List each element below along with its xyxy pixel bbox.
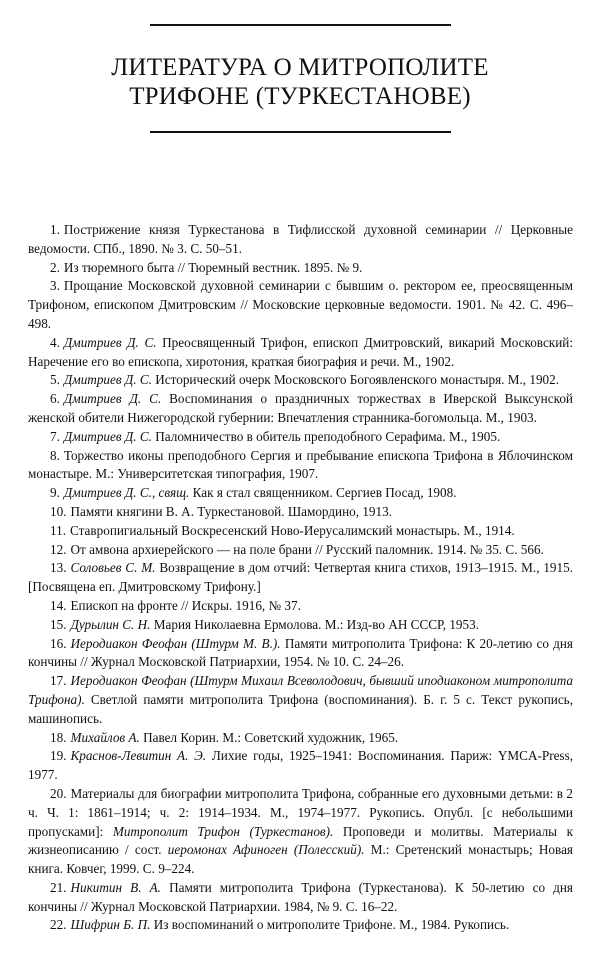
title-line-2: ТРИФОНЕ (ТУРКЕСТАНОВЕ) (129, 83, 471, 110)
entry-text: Павел Корин. М.: Советский художник, 1965. (139, 729, 399, 745)
bibliography-entry (28, 522, 573, 541)
entry-author-italic: Краснов-Левитин А. Э. (70, 748, 207, 764)
entry-number: 12. (50, 541, 67, 557)
entry-text: Мария Николаевна Ермолова. М.: Изд-во АН СССР, 1953. (150, 616, 480, 632)
entry-number: 11. (50, 522, 66, 538)
entry-number: 17. (50, 673, 67, 689)
bibliography-entry (28, 597, 573, 616)
entry-number: 3. (50, 278, 60, 294)
entry-number: 22. (50, 917, 67, 933)
bibliography-entry (28, 729, 573, 748)
entry-author-italic: Митрополит Трифон (Туркестанов). (112, 823, 334, 839)
entry-number: 18. (50, 729, 67, 745)
bibliography-entry (28, 334, 573, 372)
bibliography-entry (28, 259, 573, 278)
entry-author-italic: иеромонах Афиноген (Полесский). (167, 842, 365, 858)
entry-text: Паломничество в обитель преподобного Серафима. М., 1905. (151, 428, 501, 444)
entry-number: 13. (50, 560, 67, 576)
entry-author-italic: Соловьев С. М. (70, 560, 156, 576)
bibliography-entry (28, 503, 573, 522)
entry-number: 1. (50, 222, 60, 237)
entry-text: Из тюремного быта // Тюремный вестник. 1895. № 9. (63, 259, 363, 275)
entry-text: Из воспоминаний о митрополите Трифоне. М., 1984. Рукопись. (150, 917, 510, 933)
bibliography-entry (28, 484, 573, 503)
entry-text: Возвращение в дом отчий: Четвертая книга стихов, 1913–1915. М., 1915. [Посвящена еп. Дмитровскому Трифону.] (28, 560, 573, 595)
entry-text: Как я стал священником. Сергиев Посад, 1908. (189, 485, 457, 501)
entry-author-italic: Дурылин С. Н. (70, 616, 151, 632)
entry-number: 5. (50, 372, 60, 388)
entry-text: Прощание Московской духовной семинарии с бывшим о. ректором ее, преосвященным Трифоном, епископом Дмитровским // Московские церковные ведомости. 1901. № 42. С. 496–498. (28, 278, 573, 331)
bibliography-entry (28, 747, 573, 785)
entry-text: Проповеди и молитвы. Материалы к жизнеописанию / сост. (28, 823, 574, 858)
bibliography-entry (28, 371, 573, 390)
entry-text: М.: Сретенский монастырь; Новая книга. Ковчег, 1999. С. 9–224. (28, 842, 573, 877)
entry-author-italic: Дмитриев Д. С. (63, 391, 162, 407)
entry-text: Памяти княгини В. А. Туркестановой. Шамордино, 1913. (70, 503, 393, 519)
bibliography-entry (28, 428, 573, 447)
entry-author-italic: Никитин В. А. (70, 879, 161, 895)
page-title (40, 53, 560, 111)
entry-text: Исторический очерк Московского Богоявленского монастыря. М., 1902. (151, 372, 560, 388)
entry-number: 4. (50, 334, 60, 350)
bibliography-entry (28, 672, 573, 728)
entry-number: 21. (50, 879, 67, 895)
bibliography-entry (28, 879, 573, 917)
entry-text: Светлой памяти митрополита Трифона (воспоминания). Б. г. 5 с. Текст рукопись, машинопись. (28, 691, 573, 726)
entry-author-italic: Михайлов А. (70, 729, 140, 745)
entry-number: 8. (50, 447, 60, 463)
bibliography-entry (28, 541, 573, 560)
entry-number: 2. (50, 259, 60, 275)
entry-text: От амвона архиерейского — на поле брани // Русский паломник. 1914. № 35. С. 566. (70, 541, 544, 557)
entry-author-italic: Иеродиакон Феофан (Штурм М. В.). (70, 635, 281, 651)
bibliography-entry (28, 559, 573, 597)
entry-author-italic: Дмитриев Д. С., свящ. (63, 485, 190, 501)
entry-author-italic: Иеродиакон Феофан (Штурм Михаил Всеволодович, бывший иподиаконом митрополита Трифона). (28, 673, 573, 707)
entry-number: 15. (50, 616, 67, 632)
bibliography-entry (28, 916, 573, 935)
entry-number: 6. (50, 391, 60, 407)
entry-text: Торжество иконы преподобного Сергия и пребывание епископа Трифона в Яблочинском монастыре. М.: Университетская типография, 1907. (28, 447, 573, 482)
bibliography-entry (28, 635, 573, 673)
bibliography-entry (28, 277, 573, 333)
entry-number: 9. (50, 485, 60, 501)
entry-text: Лихие годы, 1925–1941: Воспоминания. Париж: YMCA-Press, 1977. (28, 748, 573, 783)
entry-text: Материалы для биографии митрополита Трифона, собранные его духовными детьми: в 2 ч. Ч. 1: 1861–1914; ч. 2: 1914–1934. М., 1974–1977. Рукопись. Опубл. [с небольшими пропусками]: (28, 785, 573, 839)
entry-text: Пострижение князя Туркестанова в Тифлисской духовной семинарии // Церковные ведомости. СПб., 1890. № 3. С. 50–51. (28, 222, 573, 256)
bibliography-entry (28, 616, 573, 635)
entry-number: 16. (50, 635, 67, 651)
entry-text: Епископ на фронте // Искры. 1916, № 37. (70, 597, 301, 613)
entry-number: 19. (50, 748, 67, 764)
bibliography-entry (28, 785, 573, 879)
entry-number: 10. (50, 503, 67, 519)
bibliography-entry (28, 221, 573, 259)
entry-author-italic: Шифрин Б. П. (70, 917, 151, 933)
entry-text: Ставропигиальный Воскресенский Ново-Иерусалимский монастырь. М., 1914. (70, 522, 515, 538)
entry-number: 14. (50, 597, 67, 613)
entry-author-italic: Дмитриев Д. С. (63, 334, 157, 350)
entry-author-italic: Дмитриев Д. С. (63, 372, 152, 388)
bibliography-entry (28, 390, 573, 428)
entry-text: Преосвященный Трифон, епископ Дмитровский, викарий Московский: Наречение его во епископа, хиротония, краткая биография и речи. М., 1902. (28, 334, 573, 369)
bibliography-list (28, 221, 573, 935)
bottom-divider (150, 131, 451, 133)
title-line-1: ЛИТЕРАТУРА О МИТРОПОЛИТЕ (111, 54, 489, 81)
entry-number: 20. (50, 785, 67, 801)
bibliography-entry (28, 447, 573, 485)
entry-author-italic: Дмитриев Д. С. (63, 428, 152, 444)
top-divider (150, 24, 451, 26)
entry-text: Памяти митрополита Трифона: К 20-летию со дня кончины // Журнал Московской Патриархии, 1954. № 10. С. 24–26. (28, 635, 573, 670)
entry-number: 7. (50, 428, 60, 444)
entry-text: Памяти митрополита Трифона (Туркестанова). К 50-летию со дня кончины // Журнал Московской Патриархии. 1984, № 9. С. 16–22. (28, 879, 573, 914)
entry-text: Воспоминания о праздничных торжествах в Иверской Выксунской женской обители Нижегородской губернии: Впечатления странника-богомольца. М., 1903. (28, 391, 573, 425)
